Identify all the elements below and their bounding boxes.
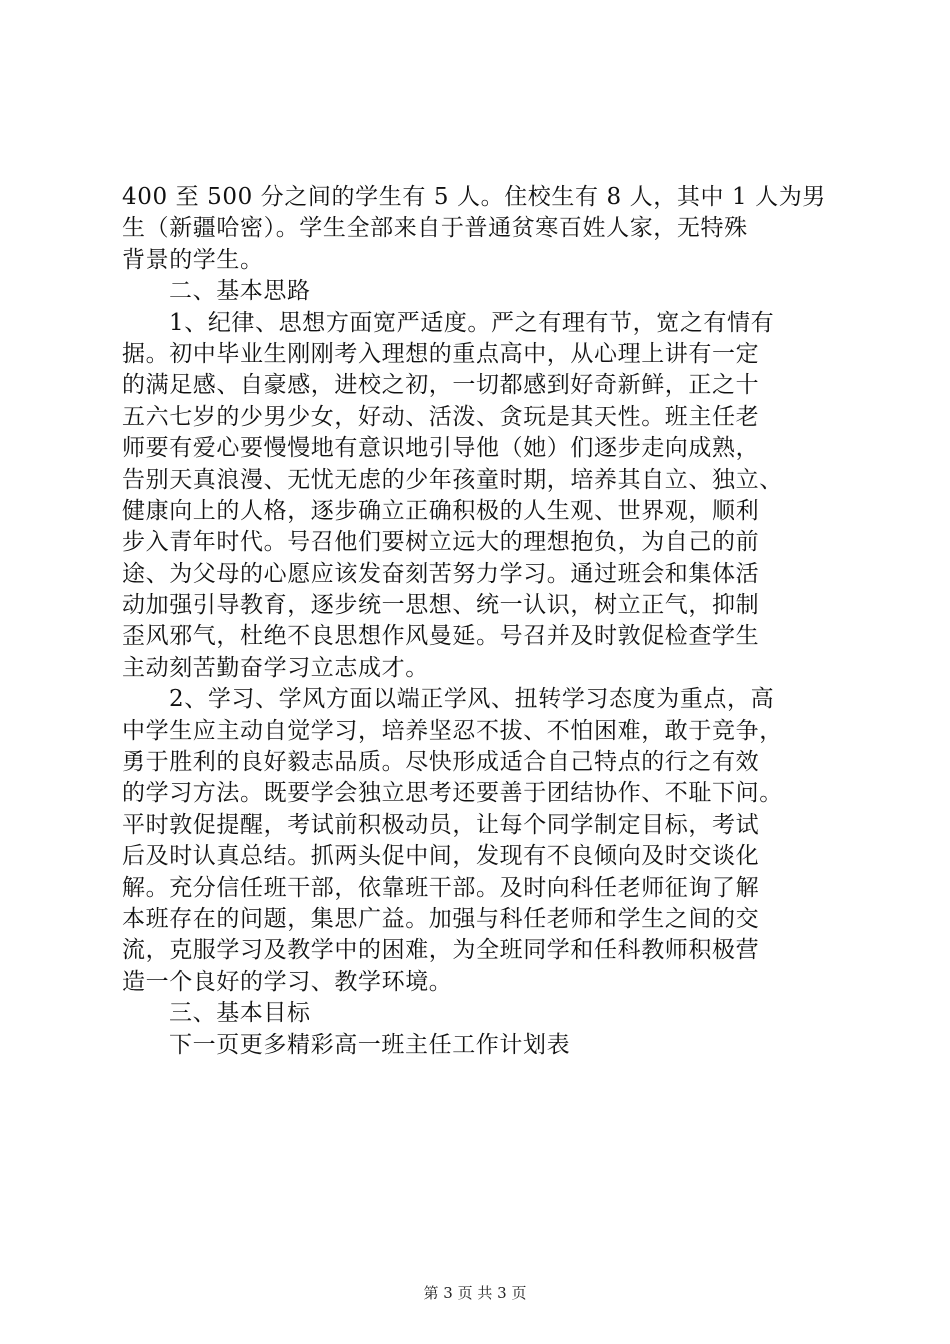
text-line: 生（新疆哈密）。学生全部来自于普通贫寒百姓人家，无特殊 <box>122 215 748 242</box>
text-line: 的学习方法。既要学会独立思考还要善于团结协作、不耻下问。 <box>122 780 783 807</box>
text-line: 中学生应主动自觉学习，培养坚忍不拔、不怕困难，敢于竞争， <box>122 717 783 744</box>
text-line: 二、基本思路 <box>169 278 311 305</box>
text-line: 勇于胜利的良好毅志品质。尽快形成适合自己特点的行之有效 <box>122 749 760 776</box>
text-line: 2、学习、学风方面以端正学风、扭转学习态度为重点，高 <box>169 686 775 713</box>
text-line: 本班存在的问题，集思广益。加强与科任老师和学生之间的交 <box>122 905 760 932</box>
text-line: 1、纪律、思想方面宽严适度。严之有理有节，宽之有情有 <box>169 309 775 336</box>
text-line: 师要有爱心要慢慢地有意识地引导他（她）们逐步走向成熟， <box>122 435 760 462</box>
text-line: 三、基本目标 <box>169 1000 311 1027</box>
text-line: 健康向上的人格，逐步确立正确积极的人生观、世界观，顺利 <box>122 497 760 524</box>
text-line: 歪风邪气，杜绝不良思想作风曼延。号召并及时敦促检查学生 <box>122 623 760 650</box>
text-line: 途、为父母的心愿应该发奋刻苦努力学习。通过班会和集体活 <box>122 560 760 587</box>
text-line: 步入青年时代。号召他们要树立远大的理想抱负，为自己的前 <box>122 529 760 556</box>
text-line: 告别天真浪漫、无忧无虑的少年孩童时期，培养其自立、独立、 <box>122 466 783 493</box>
text-line: 造一个良好的学习、教学环境。 <box>122 968 453 995</box>
text-line: 解。充分信任班干部，依靠班干部。及时向科任老师征询了解 <box>122 874 760 901</box>
text-line: 平时敦促提醒，考试前积极动员，让每个同学制定目标，考试 <box>122 811 760 838</box>
text-line: 据。初中毕业生刚刚考入理想的重点高中，从心理上讲有一定 <box>122 340 760 367</box>
text-line: 动加强引导教育，逐步统一思想、统一认识，树立正气，抑制 <box>122 592 760 619</box>
text-line: 背景的学生。 <box>122 246 264 273</box>
text-line: 主动刻苦勤奋学习立志成才。 <box>122 654 429 681</box>
text-line: 的满足感、自豪感，进校之初，一切都感到好奇新鲜，正之十 <box>122 372 760 399</box>
text-line: 后及时认真总结。抓两头促中间，发现有不良倾向及时交谈化 <box>122 843 760 870</box>
text-line: 流，克服学习及教学中的困难，为全班同学和任科教师积极营 <box>122 937 760 964</box>
page-footer: 第 3 页 共 3 页 <box>423 1284 527 1302</box>
text-line: 400 至 500 分之间的学生有 5 人。住校生有 8 人，其中 1 人为男 <box>122 184 826 210</box>
text-line: 五六七岁的少男少女，好动、活泼、贪玩是其天性。班主任老 <box>122 403 760 430</box>
text-line: 下一页更多精彩高一班主任工作计划表 <box>169 1031 571 1058</box>
document-body <box>122 182 834 1061</box>
